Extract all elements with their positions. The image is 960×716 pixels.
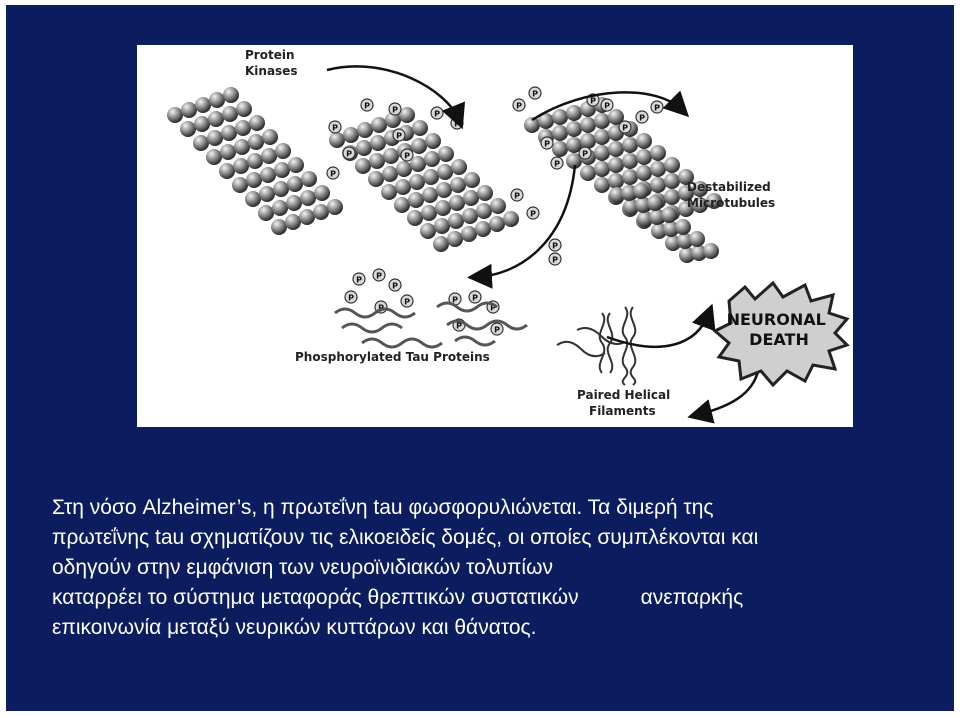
phosphate-symbol: P [392, 105, 398, 115]
tubulin-subunit [285, 214, 301, 230]
phosphate-symbol: P [532, 89, 538, 99]
phosphate-symbol: P [454, 119, 460, 129]
tubulin-subunit [450, 177, 466, 193]
tubulin-subunit [650, 161, 666, 177]
caption-line-4-right: ανεπαρκής [640, 586, 744, 609]
tubulin-subunit [395, 179, 411, 195]
destabilized-microtubules-label: Destabilized Microtubules [687, 180, 776, 210]
tubulin-subunit [433, 236, 449, 252]
tubulin-subunit [287, 176, 303, 192]
tubulin-subunit [314, 185, 330, 201]
tubulin-subunit [327, 199, 343, 215]
tubulin-subunit [463, 190, 479, 206]
tubulin-subunit [476, 203, 492, 219]
tubulin-subunit [357, 122, 373, 138]
tubulin-subunit [245, 191, 261, 207]
tubulin-subunit [299, 209, 315, 225]
tubulin-subunit [407, 210, 423, 226]
tubulin-subunit [236, 101, 252, 117]
phosphate-symbol: P [396, 131, 402, 141]
tubulin-subunit [382, 166, 398, 182]
caption-line-5: επικοινωνία μεταξύ νευρικών κυττάρων και θάνατος. [52, 616, 537, 639]
tubulin-subunit [594, 161, 610, 177]
tubulin-subunit [435, 200, 451, 216]
paired-helical-filaments [557, 307, 635, 385]
tubulin-subunit [258, 205, 274, 221]
phosphate-symbol: P [332, 123, 338, 133]
tubulin-subunit [636, 165, 652, 181]
tubulin-subunit [636, 149, 652, 165]
tubulin-subunit [261, 148, 277, 164]
tubulin-subunit [436, 182, 452, 198]
tubulin-subunit [636, 133, 652, 149]
tubulin-subunit [661, 207, 677, 223]
tubulin-subunit [220, 144, 236, 160]
tubulin-subunit [368, 171, 384, 187]
tubulin-subunit [675, 219, 691, 235]
tubulin-subunit [622, 169, 638, 185]
tubulin-subunit [355, 158, 371, 174]
tubulin-subunit [195, 97, 211, 113]
tubulin-subunit [370, 135, 386, 151]
tubulin-subunit [301, 171, 317, 187]
phosphate-symbol: P [456, 321, 462, 331]
tubulin-subunit [434, 218, 450, 234]
tubulin-subunit [464, 172, 480, 188]
tubulin-subunit [194, 116, 210, 132]
tubulin-subunit [566, 105, 582, 121]
phosphate-symbol: P [376, 271, 382, 281]
phosphate-symbol: P [378, 303, 384, 313]
tubulin-subunit [650, 145, 666, 161]
neuronal-death-label: NEURONAL DEATH [726, 310, 826, 349]
phosphate-symbol: P [356, 275, 362, 285]
phosphate-symbol: P [452, 295, 458, 305]
tubulin-subunit [633, 183, 649, 199]
phosphate-symbol: P [434, 109, 440, 119]
tubulin-subunit [594, 113, 610, 129]
tubulin-subunit [260, 167, 276, 183]
tubulin-subunit [689, 231, 705, 247]
tubulin-subunit [371, 117, 387, 133]
tubulin-subunit [490, 198, 506, 214]
tubulin-subunit [329, 132, 345, 148]
phosphate-symbol: P [404, 297, 410, 307]
tubulin-subunit [622, 137, 638, 153]
tubulin-subunit [647, 195, 663, 211]
tubulin-subunit [424, 151, 440, 167]
tubulin-subunit [421, 205, 437, 221]
tubulin-subunit [552, 125, 568, 141]
tubulin-subunit [552, 109, 568, 125]
tubulin-subunit [664, 157, 680, 173]
tubulin-subunit [234, 139, 250, 155]
tubulin-subunit [448, 213, 464, 229]
phosphate-symbol: P [490, 303, 496, 313]
tubulin-subunit [181, 102, 197, 118]
tubulin-subunit [580, 165, 596, 181]
tau-pathway-illustration [137, 45, 853, 427]
phosphate-symbol: P [494, 325, 500, 335]
tubulin-subunit [288, 157, 304, 173]
phosphate-symbol: P [404, 151, 410, 161]
tubulin-subunit [249, 115, 265, 131]
microtubule-bundle-middle [329, 107, 519, 252]
tubulin-subunit [650, 177, 666, 193]
tubulin-subunit [233, 158, 249, 174]
tubulin-subunit [451, 159, 467, 175]
phosphate-symbol: P [472, 293, 478, 303]
phosphate-symbol: P [544, 139, 550, 149]
tubulin-subunit [664, 173, 680, 189]
tubulin-subunit [223, 87, 239, 103]
phosphate-symbol: P [639, 113, 645, 123]
phosphate-symbol: P [364, 101, 370, 111]
tubulin-subunit [208, 111, 224, 127]
tubulin-subunit [566, 121, 582, 137]
tubulin-subunit [343, 127, 359, 143]
caption-line-1: Στη νόσο Alzheimer’s, η πρωτεΐνη tau φωσφορυλιώνεται. Τα διμερή της [52, 496, 714, 519]
phosphate-symbol: P [604, 101, 610, 111]
microtubule-bundle-left [167, 87, 343, 235]
tubulin-subunit [594, 145, 610, 161]
tubulin-subunit [222, 106, 238, 122]
tubulin-subunit [300, 190, 316, 206]
phosphate-symbol: P [554, 159, 560, 169]
phosphate-symbol: P [552, 255, 558, 265]
phosphate-symbol: P [392, 281, 398, 291]
slide-background [6, 5, 954, 711]
phosphate-symbol: P [346, 149, 352, 159]
phosphate-symbol: P [530, 209, 536, 219]
tubulin-subunit [409, 174, 425, 190]
tubulin-subunit [383, 148, 399, 164]
tubulin-subunit [246, 172, 262, 188]
tubulin-subunit [594, 129, 610, 145]
tubulin-subunit [608, 173, 624, 189]
phosphate-symbol: P [348, 293, 354, 303]
tubulin-subunit [580, 117, 596, 133]
tubulin-subunit [475, 221, 491, 237]
tubulin-subunit [580, 133, 596, 149]
phosphate-symbol: P [622, 123, 628, 133]
tubulin-subunit [552, 141, 568, 157]
tubulin-subunit [274, 162, 290, 178]
caption-line-4-left: καταρρέει το σύστημα μεταφοράς θρεπτικών συστατικών [52, 586, 579, 609]
tubulin-subunit [219, 163, 235, 179]
tubulin-subunit [449, 195, 465, 211]
phosphate-symbol: P [514, 191, 520, 201]
tubulin-subunit [489, 216, 505, 232]
tubulin-subunit [703, 243, 719, 259]
caption-line-2: πρωτεΐνης tau σχηματίζουν τις ελικοειδείς δομές, οι οποίες συμπλέκονται και [52, 526, 759, 549]
phosphate-symbol: P [590, 96, 596, 106]
tubulin-subunit [221, 125, 237, 141]
tubulin-subunit [259, 186, 275, 202]
tubulin-subunit [275, 143, 291, 159]
caption-line-4 [52, 583, 912, 613]
tubulin-subunit [271, 219, 287, 235]
tubulin-subunit [412, 120, 428, 136]
tubulin-subunit [422, 187, 438, 203]
phosphate-symbol: P [516, 101, 522, 111]
tubulin-subunit [286, 195, 302, 211]
tubulin-subunit [193, 135, 209, 151]
tubulin-subunit [180, 121, 196, 137]
tubulin-subunit [369, 153, 385, 169]
tubulin-subunit [356, 140, 372, 156]
tubulin-subunit [423, 169, 439, 185]
tubulin-subunit [447, 231, 463, 247]
tubulin-subunit [272, 200, 288, 216]
tubulin-subunit [461, 226, 477, 242]
tubulin-subunit [394, 197, 410, 213]
tubulin-subunit [408, 192, 424, 208]
tubulin-subunit [437, 164, 453, 180]
caption-line-3: οδηγούν στην εμφάνιση των νευροϊνιδιακών τολυπίων [52, 556, 553, 579]
tubulin-subunit [167, 107, 183, 123]
tubulin-subunit [411, 138, 427, 154]
tubulin-subunit [503, 211, 519, 227]
protein-kinases-label: Protein Kinases [245, 48, 298, 78]
tubulin-subunit [477, 185, 493, 201]
phosphate-symbol: P [582, 149, 588, 159]
tubulin-subunit [313, 204, 329, 220]
tubulin-subunit [594, 177, 610, 193]
tubulin-subunit [381, 184, 397, 200]
paired-helical-filaments-label: Paired Helical Filaments [577, 388, 671, 418]
tubulin-subunit [608, 141, 624, 157]
tubulin-subunit [207, 130, 223, 146]
tubulin-subunit [425, 133, 441, 149]
tubulin-subunit [232, 177, 248, 193]
tubulin-subunit [608, 157, 624, 173]
tubulin-subunit [235, 120, 251, 136]
tubulin-subunit [664, 189, 680, 205]
caption-text [52, 493, 912, 643]
tubulin-subunit [622, 153, 638, 169]
tubulin-subunit [206, 149, 222, 165]
tubulin-subunit [438, 146, 454, 162]
phosphate-symbol: P [552, 241, 558, 251]
tubulin-subunit [247, 153, 263, 169]
tubulin-subunit [273, 181, 289, 197]
phosphorylated-tau-label: Phosphorylated Tau Proteins [295, 350, 490, 364]
tubulin-subunit [248, 134, 264, 150]
phosphate-symbol: P [330, 169, 336, 179]
tubulin-subunit [420, 223, 436, 239]
tubulin-subunit [462, 208, 478, 224]
tubulin-subunit [209, 92, 225, 108]
phosphate-symbol: P [654, 103, 660, 113]
tubulin-subunit [396, 161, 412, 177]
tubulin-subunit [262, 129, 278, 145]
